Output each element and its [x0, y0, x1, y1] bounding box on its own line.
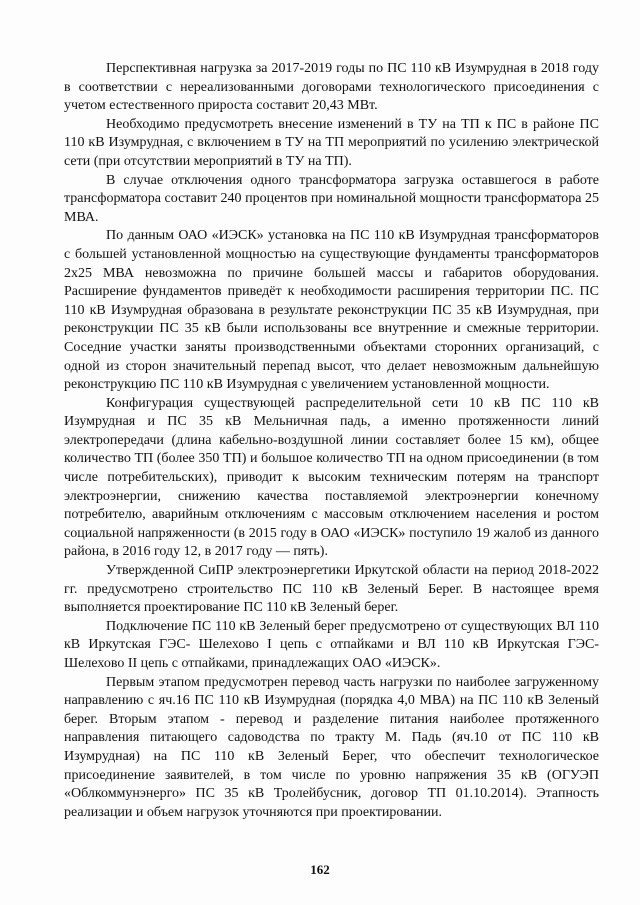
paragraph-8: Первым этапом предусмотрен перевод часть нагрузки по наиболее загруженному направлению с яч.16 ПС 110 кВ Изумрудная (порядка 4,0 МВА) на ПС 110 кВ Зеленый берег. Вторым этапом - перевод и разделение питания наиболее протяженного направления питающего садоводства по тракту М. Падь (яч.10 от ПС 110 кВ Изумрудная) на ПС 110 кВ Зеленый Берег, что обеспечит технологическое присоединение заявителей, в том числе по уровню напряжения 35 кВ (ОГУЭП «Облкоммунэнерго» ПС 35 кВ Тролейбусник, договор ТП 01.10.2014). Этапность реализации и объем нагрузок уточняются при проектировании. — [64, 674, 599, 820]
page-number: 162 — [310, 862, 330, 877]
paragraph-6: Утвержденной СиПР электроэнергетики Иркутской области на период 2018-2022 гг. предусмотрено строительство ПС 110 кВ Зеленый Берег. В настоящее время выполняется проектирование ПС 110 кВ Зеленый берег. — [64, 563, 599, 616]
paragraph-2: Необходимо предусмотреть внесение изменений в ТУ на ТП к ПС в районе ПС 110 кВ Изумрудная, с включением в ТУ на ТП мероприятий по усилению электрической сети (при отсутствии мероприятий в ТУ на ТП). — [64, 116, 599, 169]
paragraph-4: По данным ОАО «ИЭСК» установка на ПС 110 кВ Изумрудная трансформаторов с большей установленной мощностью на существующие фундаменты трансформаторов 2х25 МВА невозможна по причине большей массы и габаритов оборудования. Расширение фундаментов приведёт к необходимости расширения территории ПС. ПС 110 кВ Изумрудная образована в результате реконструкции ПС 35 кВ Изумрудная, при реконструкции ПС 35 кВ были использованы все внутренние и смежные территории. Соседние участки заняты производственными объектами сторонних организаций, с одной из сторон значительный перепад высот, что делает невозможным дальнейшую реконструкцию ПС 110 кВ Изумрудная с увеличением установленной мощности. — [64, 228, 599, 393]
paragraph-5: Конфигурация существующей распределительной сети 10 кВ ПС 110 кВ Изумрудная и ПС 35 кВ Мельничная падь, а именно протяженности линий электропередачи (длина кабельно-воздушной линии составляет более 15 км), общее количество ТП (более 350 ТП) и большое количество ТП на одном присоединении (в том числе потребительских), приводит к высоким техническим потерям на транспорт электроэнергии, снижению качества поставляемой электроэнергии конечному потребителю, аварийным отключениям с массовым отключением населения и ростом социальной напряженности (в 2015 году в ОАО «ИЭСК» поступило 19 жалоб из данного района, в 2016 году 12, в 2017 году — пять). — [64, 395, 599, 560]
paragraph-7: Подключение ПС 110 кВ Зеленый берег предусмотрено от существующих ВЛ 110 кВ Иркутская ГЭС- Шелехово I цепь с отпайками и ВЛ 110 кВ Иркутская ГЭС- Шелехово II цепь с отпайками, принадлежащих ОАО «ИЭСК». — [64, 618, 599, 671]
paragraph-3: В случае отключения одного трансформатора загрузка оставшегося в работе трансформатора составит 240 процентов при номинальной мощности трансформатора 25 МВА. — [64, 172, 599, 225]
document-body — [64, 60, 599, 822]
paragraph-1: Перспективная нагрузка за 2017-2019 годы по ПС 110 кВ Изумрудная в 2018 году в соответствии с нереализованными договорами технологического присоединения с учетом естественного прироста составит 20,43 МВт. — [64, 61, 599, 114]
